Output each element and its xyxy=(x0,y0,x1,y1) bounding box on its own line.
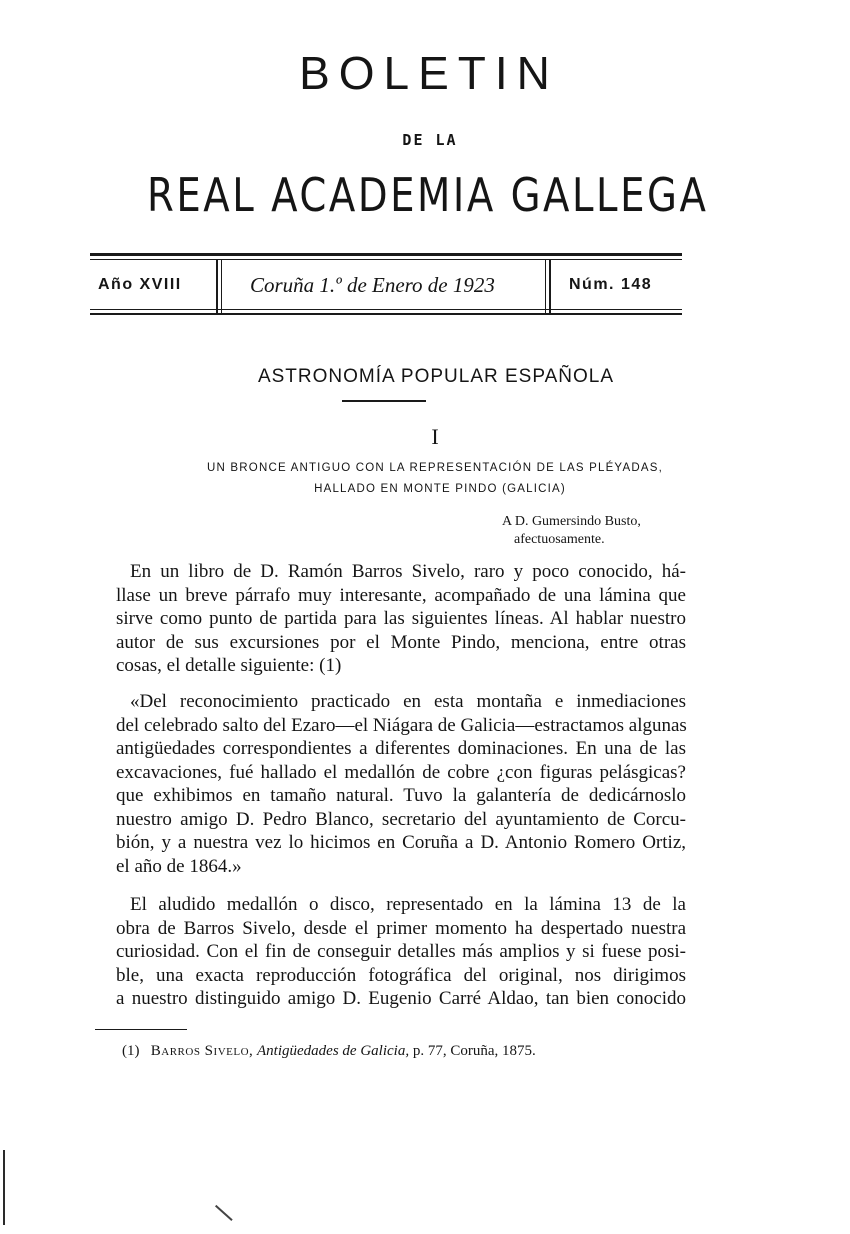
journal-title-connector: DE LA xyxy=(402,131,458,149)
article-subtitle-line-1: UN BRONCE ANTIGUO CON LA REPRESENTACIÓN DE LAS PLÉYADAS, xyxy=(207,462,663,474)
issue-year: Año XVIII xyxy=(98,276,182,293)
paragraph-line: llase un breve párrafo muy interesante, acompañado de una lámina que xyxy=(116,584,686,606)
footnote-author: Barros Sivelo, xyxy=(150,1043,254,1059)
paragraph-line: «Del reconocimiento practicado en esta montaña e inmediaciones xyxy=(130,691,686,712)
header-rule-top-thin xyxy=(90,259,682,260)
issue-divider-left xyxy=(216,259,218,314)
dedication-line-2: afectuosamente. xyxy=(514,532,605,547)
paragraph-line: el año de 1864.» xyxy=(116,855,242,877)
paragraph-1 xyxy=(116,560,686,678)
issue-date: Coruña 1.º de Enero de 1923 xyxy=(250,273,495,297)
issue-divider-right-thin xyxy=(545,259,546,314)
article-subtitle-line-2: HALLADO EN MONTE PINDO (GALICIA) xyxy=(314,483,566,495)
header-rule-top xyxy=(90,253,682,256)
paragraph-line: nuestro amigo D. Pedro Blanco, secretario del ayuntamiento de Corcu- xyxy=(116,808,686,830)
paragraph-line: El aludido medallón o disco, representado en la lámina 13 de la xyxy=(130,894,686,915)
footnote-details: p. 77, Coruña, 1875. xyxy=(412,1043,536,1059)
footnote xyxy=(122,1043,536,1060)
academy-name: REAL ACADEMIA GALLEGA xyxy=(147,168,709,222)
scan-edge-mark xyxy=(3,1150,5,1225)
paragraph-3 xyxy=(116,893,686,1011)
footnote-rule xyxy=(95,1029,187,1030)
dedication-line-1: A D. Gumersindo Busto, xyxy=(502,514,641,529)
paragraph-line: cosas, el detalle siguiente: (1) xyxy=(116,655,342,676)
issue-divider-right xyxy=(549,259,551,314)
paragraph-line: obra de Barros Sivelo, desde el primer momento ha despertado nuestra xyxy=(116,917,686,939)
paragraph-line: curiosidad. Con el fin de conseguir detalles más amplios y si fuese posi- xyxy=(116,941,686,962)
scan-stray-stroke xyxy=(215,1205,232,1221)
header-rule-bottom-thin xyxy=(90,309,682,310)
paragraph-line: del celebrado salto del Ezaro—el Niágara de Galicia—estractamos algunas xyxy=(116,714,687,736)
footnote-marker: (1) xyxy=(122,1043,140,1059)
footnote-work-title: Antigüedades de Galicia, xyxy=(257,1043,410,1059)
paragraph-line: bión, y a nuestra vez lo hicimos en Coruña a D. Antonio Romero Ortiz, xyxy=(116,832,686,853)
article-part-number: I xyxy=(431,424,439,449)
title-divider xyxy=(342,400,426,402)
paragraph-line: antigüedades correspondientes a diferentes dominaciones. En una de las xyxy=(116,738,686,759)
header-rule-bottom xyxy=(90,313,682,315)
paragraph-2-quotation xyxy=(116,690,686,878)
paragraph-line: a nuestro distinguido amigo D. Eugenio Carré Aldao, tan bien conocido xyxy=(116,988,686,1009)
paragraph-line: autor de sus excursiones por el Monte Pindo, menciona, entre otras xyxy=(116,631,686,653)
journal-title: BOLETIN xyxy=(299,47,559,99)
paragraph-line: que exhibimos en tamaño natural. Tuvo la galantería de dedicárnoslo xyxy=(116,785,686,806)
issue-number: Núm. 148 xyxy=(569,276,653,293)
paragraph-line: En un libro de D. Ramón Barros Sivelo, raro y poco conocido, há- xyxy=(130,561,686,582)
paragraph-line: sirve como punto de partida para las siguientes líneas. Al hablar nuestro xyxy=(116,608,686,629)
issue-divider-left-thin xyxy=(221,259,222,314)
article-section-title: ASTRONOMÍA POPULAR ESPAÑOLA xyxy=(257,366,615,387)
paragraph-line: ble, una exacta reproducción fotográfica del original, nos dirigimos xyxy=(116,964,686,986)
paragraph-line: excavaciones, fué hallado el medallón de cobre ¿con figuras pelásgicas? xyxy=(116,761,686,783)
